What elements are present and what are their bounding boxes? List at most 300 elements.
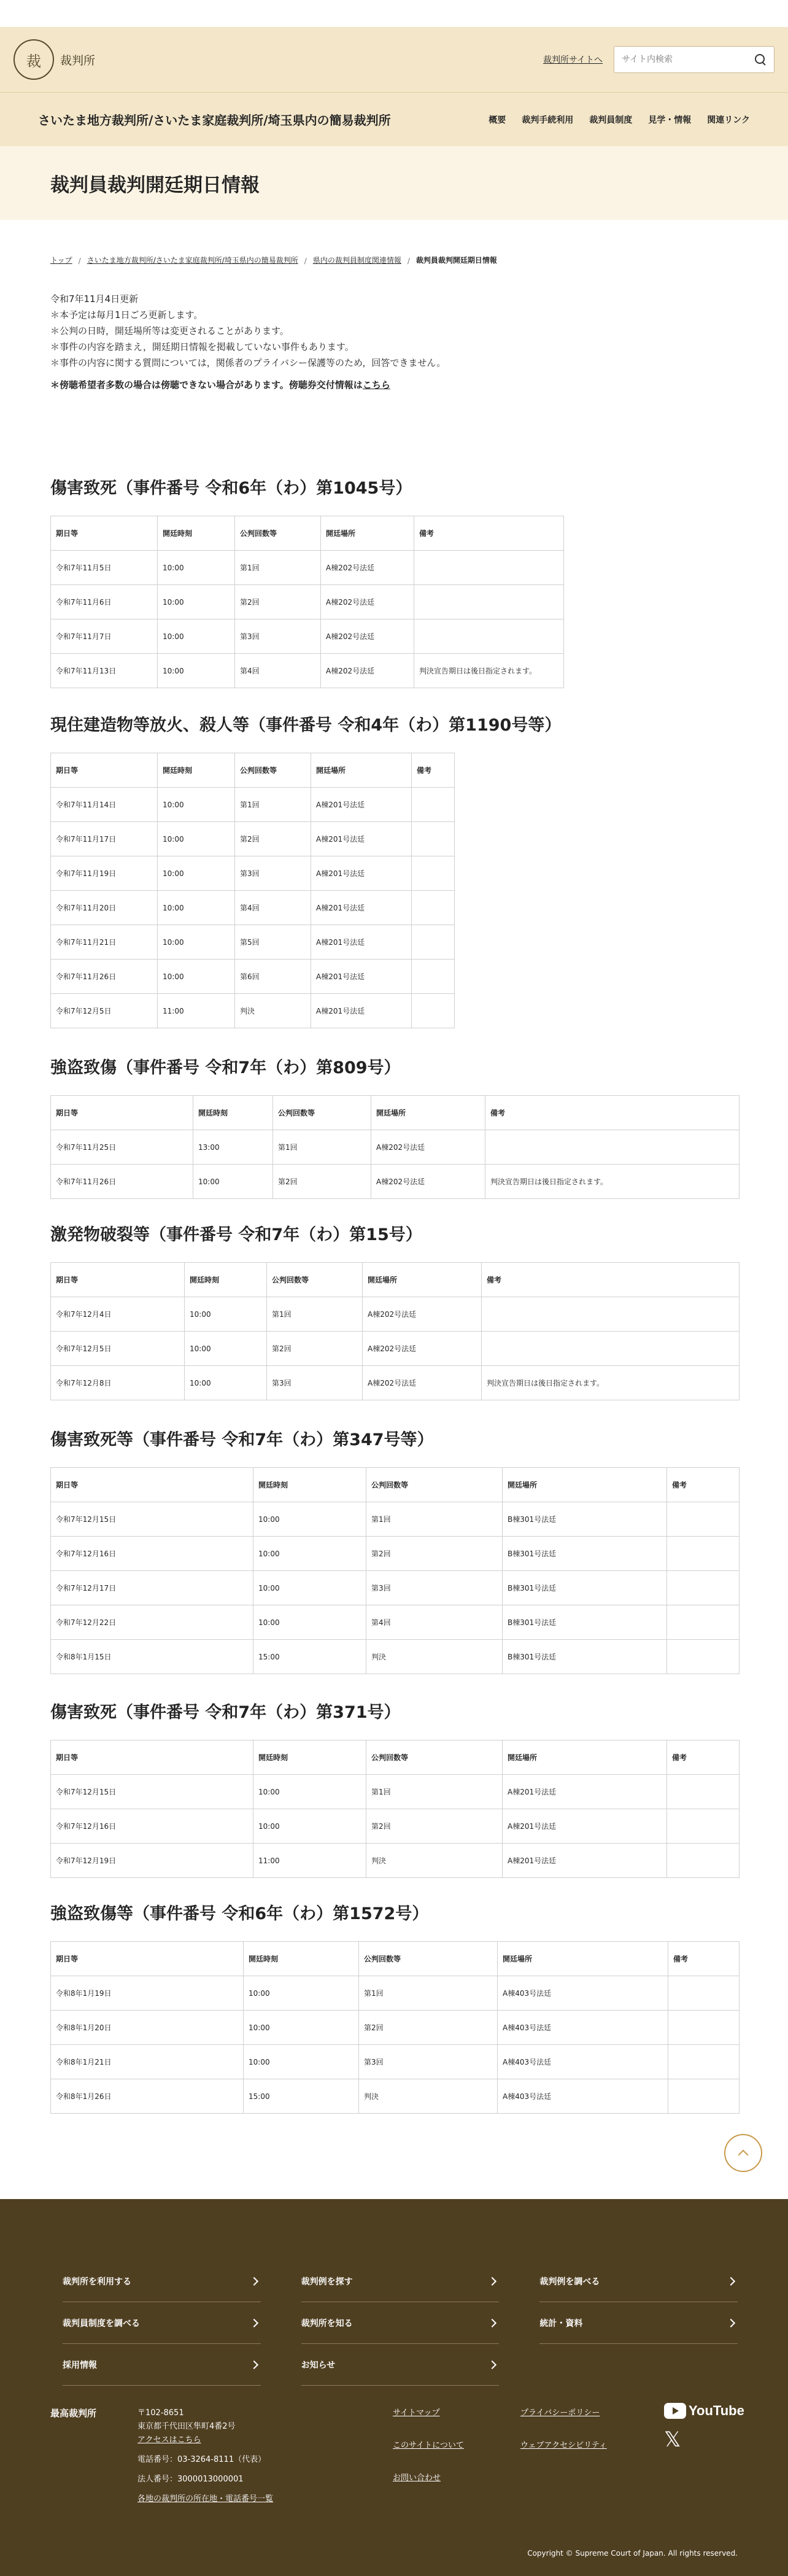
- table-cell: 10:00: [158, 619, 235, 654]
- table-cell: A棟201号法廷: [311, 822, 412, 856]
- table-cell: 第2回: [267, 1332, 363, 1366]
- table-cell: 令和7年11月26日: [51, 1165, 193, 1199]
- column-header: 備考: [667, 1468, 740, 1502]
- table-cell: 第4回: [235, 654, 321, 688]
- table-cell: 第3回: [235, 619, 321, 654]
- table-cell: 令和7年11月17日: [51, 822, 158, 856]
- table-cell: A棟202号法廷: [321, 585, 414, 619]
- table-row: [51, 925, 455, 960]
- table-row: [51, 2011, 740, 2045]
- hearing-schedule-table: [50, 1262, 740, 1400]
- table-cell: 10:00: [185, 1297, 267, 1332]
- table-cell: 10:00: [244, 1976, 359, 2011]
- table-cell: 10:00: [253, 1775, 366, 1809]
- chevron-up-icon: [738, 2150, 749, 2160]
- table-cell: 15:00: [253, 1640, 366, 1674]
- table-cell: 判決: [366, 1844, 503, 1878]
- chevron-right-icon: [727, 2318, 735, 2327]
- table-cell: A棟201号法廷: [503, 1775, 667, 1809]
- address: 東京都千代田区隼町4番2号: [137, 2422, 236, 2431]
- table-cell: A棟201号法廷: [503, 1809, 667, 1844]
- footer-nav-label: 統計・資料: [539, 2318, 583, 2329]
- page-title: 裁判員裁判開廷期日情報: [50, 174, 260, 196]
- column-header: 備考: [482, 1263, 740, 1297]
- table-cell: 第4回: [235, 891, 311, 925]
- footer-nav-news[interactable]: [301, 2344, 500, 2386]
- search-box: [614, 46, 774, 73]
- footer-address: [137, 2407, 273, 2506]
- table-cell: 第1回: [235, 551, 321, 585]
- footer-nav-label: 採用情報: [63, 2360, 97, 2370]
- table-cell: 10:00: [244, 2045, 359, 2079]
- hearing-schedule-table: [50, 753, 455, 1028]
- table-row: [51, 1809, 740, 1844]
- ticket-info-link[interactable]: こちら: [362, 379, 390, 390]
- column-header: 開廷時刻: [185, 1263, 267, 1297]
- chevron-right-icon: [488, 2276, 496, 2285]
- column-header: 開廷時刻: [158, 516, 235, 551]
- chevron-right-icon: [250, 2276, 258, 2285]
- chevron-right-icon: [250, 2318, 258, 2327]
- table-cell: A棟202号法廷: [321, 619, 414, 654]
- table-cell: 第6回: [235, 960, 311, 994]
- table-cell: 第2回: [235, 822, 311, 856]
- table-cell: 10:00: [193, 1165, 273, 1199]
- table-cell: A棟202号法廷: [363, 1297, 482, 1332]
- table-cell: 第5回: [235, 925, 311, 960]
- table-cell: 第1回: [267, 1297, 363, 1332]
- table-cell: A棟202号法廷: [371, 1130, 485, 1165]
- intro-notes: [0, 291, 788, 393]
- table-header-row: [51, 753, 455, 788]
- table-header-row: [51, 1263, 740, 1297]
- case-title: 激発物破裂等（事件番号 令和7年（わ）第15号）: [50, 1225, 422, 1244]
- search-icon[interactable]: [754, 53, 767, 66]
- title-band: [0, 146, 788, 220]
- hearing-schedule-table: [50, 516, 564, 688]
- table-row: [51, 1775, 740, 1809]
- column-header: 公判回数等: [366, 1468, 503, 1502]
- column-header: 開廷場所: [503, 1468, 667, 1502]
- column-header: 開廷場所: [503, 1740, 667, 1775]
- youtube-icon: [664, 2403, 686, 2419]
- hearing-schedule-table: [50, 1467, 740, 1674]
- table-cell: [667, 1809, 740, 1844]
- table-cell: 第1回: [366, 1502, 503, 1537]
- table-cell: [412, 822, 455, 856]
- table-cell: 令和7年11月25日: [51, 1130, 193, 1165]
- table-cell: B棟301号法廷: [503, 1502, 667, 1537]
- breadcrumb-saibanin-info[interactable]: 県内の裁判員制度関連情報: [312, 256, 401, 265]
- table-cell: A棟201号法廷: [311, 788, 412, 822]
- case-title: 強盗致傷（事件番号 令和7年（わ）第809号）: [50, 1058, 401, 1077]
- table-cell: A棟202号法廷: [321, 551, 414, 585]
- table-cell: 令和7年11月21日: [51, 925, 158, 960]
- table-cell: A棟201号法廷: [311, 925, 412, 960]
- table-cell: 判決: [235, 994, 311, 1028]
- table-cell: 11:00: [253, 1844, 366, 1878]
- column-header: 開廷時刻: [193, 1096, 273, 1130]
- column-header: 期日等: [51, 516, 158, 551]
- table-cell: A棟202号法廷: [363, 1366, 482, 1400]
- table-cell: 令和7年11月6日: [51, 585, 158, 619]
- column-header: 公判回数等: [359, 1942, 498, 1976]
- table-header-row: [51, 1942, 740, 1976]
- table-cell: 令和7年12月4日: [51, 1297, 185, 1332]
- table-cell: 10:00: [158, 654, 235, 688]
- table-cell: 第2回: [359, 2011, 498, 2045]
- case-title: 現住建造物等放火、殺人等（事件番号 令和4年（わ）第1190号等）: [50, 716, 562, 735]
- breadcrumb-separator: /: [407, 257, 410, 265]
- note-line: ＊事件の内容を踏まえ，開廷期日情報を掲載していない事件もあります。: [50, 341, 354, 352]
- table-cell: [412, 994, 455, 1028]
- court-nav: [489, 114, 750, 126]
- footer-nav-label: 裁判例を調べる: [539, 2276, 600, 2287]
- table-row: [51, 2079, 740, 2114]
- table-cell: 第1回: [235, 788, 311, 822]
- table-row: [51, 960, 455, 994]
- table-cell: 10:00: [185, 1366, 267, 1400]
- postal-code: 〒102-8651: [137, 2408, 184, 2418]
- table-row: [51, 1537, 740, 1571]
- table-row: [51, 1571, 740, 1605]
- table-cell: 令和7年12月16日: [51, 1537, 253, 1571]
- table-cell: 10:00: [253, 1502, 366, 1537]
- table-cell: 令和7年12月5日: [51, 994, 158, 1028]
- table-cell: 令和8年1月21日: [51, 2045, 244, 2079]
- table-cell: 第3回: [366, 1571, 503, 1605]
- table-cell: [667, 1775, 740, 1809]
- table-cell: 10:00: [158, 788, 235, 822]
- table-cell: 判決宣告期日は後日指定されます。: [485, 1165, 740, 1199]
- table-cell: A棟201号法廷: [311, 960, 412, 994]
- case-title: 強盗致傷等（事件番号 令和6年（わ）第1572号）: [50, 1904, 429, 1923]
- table-cell: A棟201号法廷: [311, 891, 412, 925]
- column-header: 開廷時刻: [158, 753, 235, 788]
- court-name[interactable]: さいたま地方裁判所/さいたま家庭裁判所/埼玉県内の簡易裁判所: [38, 113, 391, 128]
- table-header-row: [51, 1740, 740, 1775]
- table-cell: 第2回: [366, 1809, 503, 1844]
- footer-nav-saibanin[interactable]: [63, 2302, 261, 2344]
- table-cell: 令和8年1月15日: [51, 1640, 253, 1674]
- table-header-row: [51, 1096, 740, 1130]
- update-date: 令和7年11月4日更新: [50, 293, 139, 305]
- case-title: 傷害致死等（事件番号 令和7年（わ）第347号等）: [50, 1430, 434, 1449]
- table-cell: 令和8年1月20日: [51, 2011, 244, 2045]
- table-cell: 判決宣告期日は後日指定されます。: [414, 654, 564, 688]
- table-header-row: [51, 516, 564, 551]
- table-cell: [412, 891, 455, 925]
- table-cell: B棟301号法廷: [503, 1537, 667, 1571]
- table-cell: 第3回: [267, 1366, 363, 1400]
- table-cell: 令和7年11月20日: [51, 891, 158, 925]
- column-header: 開廷時刻: [253, 1740, 366, 1775]
- table-cell: B棟301号法廷: [503, 1640, 667, 1674]
- sitemap-link[interactable]: サイトマップ: [393, 2408, 440, 2418]
- table-cell: 10:00: [253, 1605, 366, 1640]
- table-cell: 第3回: [235, 856, 311, 891]
- logo-emblem: 裁: [14, 39, 54, 80]
- table-cell: A棟403号法廷: [498, 2079, 668, 2114]
- breadcrumb-separator: /: [304, 257, 307, 265]
- table-row: [51, 1165, 740, 1199]
- table-cell: [667, 1605, 740, 1640]
- nav-tour-info[interactable]: 見学・情報: [648, 115, 692, 125]
- table-cell: 10:00: [158, 960, 235, 994]
- supreme-court-site-link[interactable]: 裁判所サイトへ: [543, 55, 603, 65]
- table-cell: A棟201号法廷: [503, 1844, 667, 1878]
- table-cell: [482, 1297, 740, 1332]
- footer-nav-find-court[interactable]: [301, 2260, 500, 2302]
- column-header: 開廷場所: [311, 753, 412, 788]
- table-cell: 判決宣告期日は後日指定されます。: [482, 1366, 740, 1400]
- top-strip: [0, 0, 788, 27]
- column-header: 備考: [412, 753, 455, 788]
- table-cell: 第2回: [235, 585, 321, 619]
- table-row: [51, 994, 455, 1028]
- table-row: [51, 891, 455, 925]
- footer-nav-statistics[interactable]: [539, 2302, 738, 2344]
- column-header: 期日等: [51, 753, 158, 788]
- column-header: 備考: [414, 516, 564, 551]
- table-cell: [667, 1571, 740, 1605]
- table-cell: [485, 1130, 740, 1165]
- footer-nav-label: 裁判所を知る: [301, 2318, 353, 2329]
- table-cell: 10:00: [244, 2011, 359, 2045]
- table-cell: [412, 960, 455, 994]
- accessibility-link[interactable]: ウェブアクセシビリティ: [520, 2441, 607, 2450]
- note-line: ＊事件の内容に関する質問については，関係者のプライバシー保護等のため，回答できません。: [50, 357, 446, 368]
- breadcrumb-court[interactable]: さいたま地方裁判所/さいたま家庭裁判所/埼玉県内の簡易裁判所: [87, 256, 298, 265]
- column-header: 開廷場所: [321, 516, 414, 551]
- table-cell: 令和8年1月19日: [51, 1976, 244, 2011]
- x-icon[interactable]: 𝕏: [664, 2427, 681, 2452]
- header-right: [543, 46, 774, 73]
- table-cell: 10:00: [158, 822, 235, 856]
- table-row: [51, 654, 564, 688]
- table-cell: [414, 551, 564, 585]
- footer-nav-label: 裁判例を探す: [301, 2276, 353, 2287]
- table-row: [51, 788, 455, 822]
- table-cell: [667, 1537, 740, 1571]
- table-cell: 判決: [366, 1640, 503, 1674]
- column-header: 期日等: [51, 1096, 193, 1130]
- table-row: [51, 619, 564, 654]
- hearing-schedule-table: [50, 1095, 740, 1199]
- table-row: [51, 1976, 740, 2011]
- case-section: [50, 1901, 740, 2114]
- table-cell: 令和7年11月19日: [51, 856, 158, 891]
- column-header: 備考: [668, 1942, 740, 1976]
- search-input[interactable]: [622, 55, 754, 64]
- case-title: 傷害致死（事件番号 令和7年（わ）第371号）: [50, 1703, 401, 1722]
- court-subheader: [0, 92, 788, 146]
- case-section: [50, 712, 561, 1028]
- table-cell: 10:00: [158, 551, 235, 585]
- table-cell: [668, 2011, 740, 2045]
- youtube-link[interactable]: [664, 2403, 744, 2419]
- table-row: [51, 1366, 740, 1400]
- table-row: [51, 1332, 740, 1366]
- footer-nav-case-law[interactable]: [539, 2260, 738, 2302]
- case-section: [50, 1427, 740, 1674]
- case-section: [50, 1055, 740, 1199]
- table-cell: 第2回: [366, 1537, 503, 1571]
- table-cell: 10:00: [158, 585, 235, 619]
- nav-saibanin[interactable]: 裁判員制度: [589, 115, 633, 125]
- contact-link[interactable]: お問い合わせ: [393, 2473, 441, 2483]
- footer-nav-use-court[interactable]: [63, 2260, 261, 2302]
- corporate-number: 法人番号：3000013000001: [137, 2475, 244, 2484]
- column-header: 開廷時刻: [253, 1468, 366, 1502]
- table-row: [51, 2045, 740, 2079]
- table-cell: 第1回: [359, 1976, 498, 2011]
- table-cell: [412, 788, 455, 822]
- column-header: 開廷場所: [498, 1942, 668, 1976]
- ticket-notice-text: ＊傍聴希望者多数の場合は傍聴できない場合があります。傍聴券交付情報は: [50, 379, 363, 390]
- table-row: [51, 585, 564, 619]
- column-header: 公判回数等: [366, 1740, 503, 1775]
- table-row: [51, 822, 455, 856]
- column-header: 開廷時刻: [244, 1942, 359, 1976]
- table-cell: 令和7年11月26日: [51, 960, 158, 994]
- table-cell: 11:00: [158, 994, 235, 1028]
- table-cell: 令和7年11月5日: [51, 551, 158, 585]
- chevron-right-icon: [488, 2318, 496, 2327]
- table-cell: A棟201号法廷: [311, 856, 412, 891]
- footer-nav-label: お知らせ: [301, 2360, 336, 2370]
- hearing-schedule-table: [50, 1740, 740, 1878]
- footer-org-name: 最高裁判所: [50, 2408, 97, 2419]
- table-cell: 第2回: [273, 1165, 371, 1199]
- table-cell: 10:00: [185, 1332, 267, 1366]
- table-cell: A棟201号法廷: [311, 994, 412, 1028]
- breadcrumb: [0, 220, 788, 265]
- table-cell: [414, 619, 564, 654]
- site-logo[interactable]: [14, 39, 95, 80]
- column-header: 開廷場所: [363, 1263, 482, 1297]
- table-cell: A棟202号法廷: [363, 1332, 482, 1366]
- table-cell: A棟403号法廷: [498, 2045, 668, 2079]
- youtube-label: YouTube: [689, 2403, 744, 2418]
- table-cell: A棟403号法廷: [498, 1976, 668, 2011]
- table-cell: 令和7年12月19日: [51, 1844, 253, 1878]
- hearing-schedule-table: [50, 1941, 740, 2114]
- column-header: 期日等: [51, 1942, 244, 1976]
- nav-procedures[interactable]: 裁判手続利用: [522, 115, 574, 125]
- chevron-right-icon: [250, 2360, 258, 2368]
- table-cell: 令和7年12月16日: [51, 1809, 253, 1844]
- table-cell: A棟403号法廷: [498, 2011, 668, 2045]
- table-cell: 令和7年12月15日: [51, 1502, 253, 1537]
- nav-related-links[interactable]: 関連リンク: [707, 115, 750, 125]
- table-cell: 10:00: [253, 1809, 366, 1844]
- table-cell: A棟202号法廷: [321, 654, 414, 688]
- ticket-notice: [50, 377, 738, 393]
- table-row: [51, 1297, 740, 1332]
- case-section: [50, 1222, 740, 1400]
- table-cell: 判決: [359, 2079, 498, 2114]
- table-cell: 13:00: [193, 1130, 273, 1165]
- case-section: [50, 475, 564, 688]
- table-cell: 第1回: [273, 1130, 371, 1165]
- access-link[interactable]: アクセスはこちら: [137, 2435, 201, 2445]
- column-header: 期日等: [51, 1468, 253, 1502]
- back-to-top-button[interactable]: [724, 2134, 762, 2172]
- table-row: [51, 1640, 740, 1674]
- table-cell: 令和7年12月22日: [51, 1605, 253, 1640]
- footer-nav: [63, 2260, 738, 2386]
- column-header: 公判回数等: [235, 516, 321, 551]
- social-links: [664, 2403, 744, 2452]
- note-line: ＊本予定は毎月1日ごろ更新します。: [50, 309, 203, 320]
- table-row: [51, 1844, 740, 1878]
- table-cell: [412, 925, 455, 960]
- footer-nav-about-court[interactable]: [301, 2302, 500, 2344]
- footer-links-1: [393, 2397, 464, 2494]
- table-cell: 15:00: [244, 2079, 359, 2114]
- table-cell: B棟301号法廷: [503, 1605, 667, 1640]
- table-cell: [668, 2045, 740, 2079]
- table-cell: 10:00: [253, 1571, 366, 1605]
- table-cell: 令和7年11月13日: [51, 654, 158, 688]
- footer-nav-label: 裁判員制度を調べる: [63, 2318, 140, 2329]
- table-cell: [667, 1640, 740, 1674]
- footer-nav-label: 裁判所を利用する: [63, 2276, 131, 2287]
- nav-overview[interactable]: 概要: [489, 115, 506, 125]
- site-header: [0, 27, 788, 92]
- note-line: ＊公判の日時，開廷場所等は変更されることがあります。: [50, 325, 289, 336]
- table-row: [51, 856, 455, 891]
- case-title: 傷害致死（事件番号 令和6年（わ）第1045号）: [50, 479, 412, 498]
- table-cell: 第3回: [359, 2045, 498, 2079]
- column-header: 開廷場所: [371, 1096, 485, 1130]
- table-header-row: [51, 1468, 740, 1502]
- column-header: 公判回数等: [273, 1096, 371, 1130]
- footer-links-2: [520, 2397, 607, 2462]
- table-cell: 第4回: [366, 1605, 503, 1640]
- table-cell: 10:00: [253, 1537, 366, 1571]
- court-list-link[interactable]: 各地の裁判所の所在地・電話番号一覧: [137, 2494, 274, 2504]
- footer-nav-recruit[interactable]: [63, 2344, 261, 2386]
- privacy-policy-link[interactable]: プライバシーポリシー: [520, 2408, 600, 2418]
- phone: 電話番号：03-3264-8111（代表）: [137, 2455, 266, 2464]
- table-row: [51, 1130, 740, 1165]
- table-cell: [414, 585, 564, 619]
- table-cell: 令和7年12月15日: [51, 1775, 253, 1809]
- table-cell: [668, 2079, 740, 2114]
- column-header: 備考: [667, 1740, 740, 1775]
- table-cell: 令和7年12月8日: [51, 1366, 185, 1400]
- table-cell: 令和7年12月17日: [51, 1571, 253, 1605]
- breadcrumb-top[interactable]: トップ: [50, 256, 72, 265]
- table-cell: 10:00: [158, 925, 235, 960]
- table-cell: 令和7年11月14日: [51, 788, 158, 822]
- chevron-right-icon: [727, 2276, 735, 2285]
- table-row: [51, 551, 564, 585]
- about-site-link[interactable]: このサイトについて: [393, 2441, 464, 2450]
- table-cell: 令和7年12月5日: [51, 1332, 185, 1366]
- logo-text: 裁判所: [60, 53, 96, 68]
- breadcrumb-separator: /: [78, 257, 81, 265]
- table-row: [51, 1605, 740, 1640]
- table-cell: [482, 1332, 740, 1366]
- table-row: [51, 1502, 740, 1537]
- table-cell: 10:00: [158, 856, 235, 891]
- site-footer: [0, 2199, 788, 2576]
- table-cell: [667, 1844, 740, 1878]
- table-cell: 令和8年1月26日: [51, 2079, 244, 2114]
